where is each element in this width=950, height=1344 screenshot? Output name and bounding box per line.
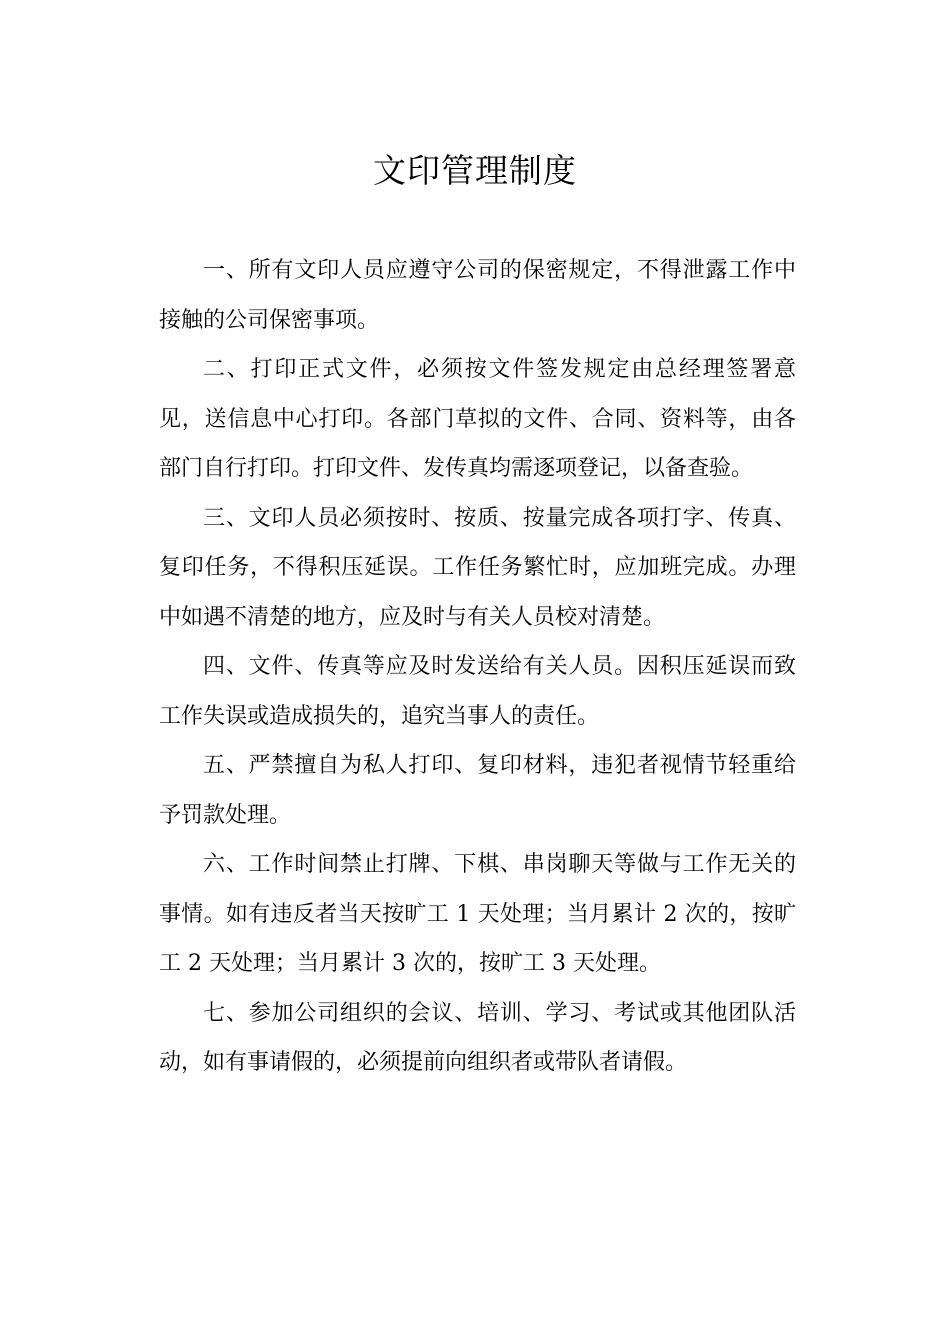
clause-5: 五、严禁擅自为私人打印、复印材料，违犯者视情节轻重给予罚款处理。 <box>159 753 796 828</box>
document-title: 文印管理制度 <box>373 151 577 190</box>
clause-1: 一、所有文印人员应遵守公司的保密规定，不得泄露工作中接触的公司保密事项。 <box>159 258 796 333</box>
clause-6: 六、工作时间禁止打牌、下棋、串岗聊天等做与工作无关的事情。如有违反者当天按旷工 1 天处理；当月累计 2 次的，按旷工 2 天处理；当月累计 3 次的，按旷工 3 天处理。 <box>159 852 796 976</box>
document-body <box>159 246 796 1088</box>
clause-3: 三、文印人员必须按时、按质、按量完成各项打字、传真、复印任务，不得积压延误。工作任务繁忙时，应加班完成。办理中如遇不清楚的地方，应及时与有关人员校对清楚。 <box>159 505 796 630</box>
clause-2: 二、打印正式文件，必须按文件签发规定由总经理签署意见，送信息中心打印。各部门草拟的文件、合同、资料等，由各部门自行打印。打印文件、发传真均需逐项登记，以备查验。 <box>159 357 796 481</box>
clause-7: 七、参加公司组织的会议、培训、学习、考试或其他团队活动，如有事请假的，必须提前向组织者或带队者请假。 <box>159 1000 796 1075</box>
clause-4: 四、文件、传真等应及时发送给有关人员。因积压延误而致工作失误或造成损失的，追究当事人的责任。 <box>159 654 796 729</box>
